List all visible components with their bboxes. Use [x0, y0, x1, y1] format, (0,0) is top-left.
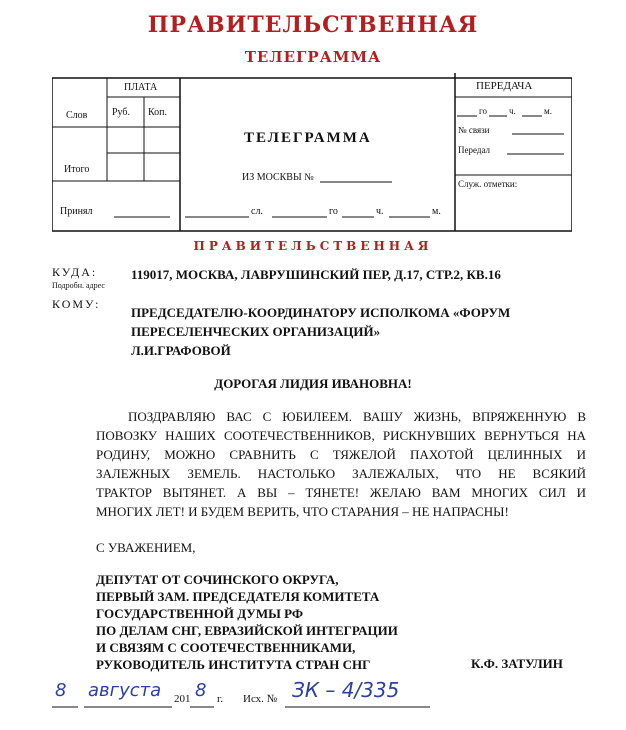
kuda-label: КУДА:: [52, 265, 98, 279]
peredal-label: Передал: [458, 145, 491, 155]
signer-name: К.Ф. ЗАТУЛИН: [471, 656, 563, 671]
kop-label: Коп.: [148, 107, 168, 118]
document-subtitle: ТЕЛЕГРАММА: [244, 48, 382, 66]
signature-line: РУКОВОДИТЕЛЬ ИНСТИТУТА СТРАН СНГ: [96, 657, 371, 672]
kuda-value: 119017, МОСКВА, ЛАВРУШИНСКИЙ ПЕР, Д.17, СТР.2, КВ.16: [131, 267, 501, 282]
prinyal-label: Принял: [60, 206, 93, 217]
salutation: ДОРОГАЯ ЛИДИЯ ИВАНОВНА!: [214, 376, 412, 391]
peredacha-ch-label: ч.: [509, 106, 516, 116]
handwritten-month: августа: [88, 680, 162, 701]
telegram-form: [52, 73, 572, 233]
komu-line: ПРЕДСЕДАТЕЛЮ-КООРДИНАТОРУ ИСПОЛКОМА «ФОРУМ: [131, 305, 511, 320]
body-line: РОДИНУ, МОЖНО СРАВНИТЬ С ТЯЖЕЛОЙ ПАХОТОЙ ЦЕЛИННЫХ И: [96, 447, 586, 462]
signature-block: [96, 571, 398, 673]
letter-body: [96, 407, 586, 521]
komu-label: КОМУ:: [52, 297, 101, 311]
date-go-label: го: [329, 206, 338, 217]
body-line: ПОЗДРАВЛЯЮ ВАС С ЮБИЛЕЕМ. ВАШУ ЖИЗНЬ, ВПРЯЖЕННУЮ В: [128, 409, 586, 424]
handwritten-number: ЗК – 4/335: [292, 678, 400, 702]
government-band: ПРАВИТЕЛЬСТВЕННАЯ: [193, 239, 433, 253]
slov-label: Слов: [66, 110, 88, 121]
sluzh-label: Служ. отметки:: [458, 179, 518, 189]
outgoing-number-label: Исх. №: [243, 693, 278, 705]
date-sl-label: сл.: [251, 206, 263, 217]
peredacha-label: ПЕРЕДАЧА: [476, 80, 533, 92]
closing: С УВАЖЕНИЕМ,: [96, 540, 196, 555]
year-suffix: г.: [217, 693, 224, 705]
form-grid-lines: [52, 73, 572, 233]
iz-moskvy-label: ИЗ МОСКВЫ №: [242, 172, 314, 183]
kuda-sublabel: Подробн. адрес: [52, 281, 105, 290]
body-line: ТРАКТОР ВЫТЯНЕТ. А ВЫ – ТЯНЕТЕ! ЖЕЛАЮ ВАМ МНОГИХ СИЛ И: [96, 485, 586, 500]
form-telegram-title: ТЕЛЕГРАММА: [244, 130, 372, 146]
document-title: ПРАВИТЕЛЬСТВЕННАЯ: [147, 12, 479, 38]
itogo-label: Итого: [64, 164, 90, 175]
body-line: ПОВОЗКУ НАШИХ СООТЕЧЕСТВЕННИКОВ, РИСКНУВШИХ ВЕРНУТЬСЯ НА: [96, 428, 586, 443]
year-prefix: 201: [174, 693, 191, 705]
komu-line: ПЕРЕСЕЛЕНЧЕСКИХ ОРГАНИЗАЦИЙ»: [131, 324, 381, 339]
body-line: МНОГИХ ЛЕТ! И БУДЕМ ВЕРИТЬ, ЧТО СТАРАНИЯ – НЕ НАПРАСНЫ!: [96, 504, 509, 519]
body-line: ЗАЛЕЖНЫХ ЗЕМЕЛЬ. НАСТОЛЬКО ЗАЛЕЖАЛЫХ, ЧТО НЕ ВСЯКИЙ: [96, 466, 586, 481]
handwritten-day: 8: [55, 680, 67, 701]
rub-label: Руб.: [112, 107, 131, 118]
signature-line: ПЕРВЫЙ ЗАМ. ПРЕДСЕДАТЕЛЯ КОМИТЕТА: [96, 589, 380, 604]
peredacha-m-label: м.: [544, 106, 552, 116]
komu-line: Л.И.ГРАФОВОЙ: [131, 343, 231, 358]
handwritten-year: 8: [195, 680, 207, 701]
footer: [0, 676, 626, 730]
signature-line: ГОСУДАРСТВЕННОЙ ДУМЫ РФ: [96, 606, 304, 621]
date-m-label: м.: [432, 206, 441, 217]
komu-value: [131, 303, 510, 360]
signature-line: ПО ДЕЛАМ СНГ, ЕВРАЗИЙСКОЙ ИНТЕГРАЦИИ: [96, 623, 398, 638]
no-svyazi-label: № связи: [458, 125, 490, 135]
signature-line: И СВЯЗЯМ С СООТЕЧЕСТВЕННИКАМИ,: [96, 640, 356, 655]
peredacha-go-label: го: [479, 106, 487, 116]
date-ch-label: ч.: [376, 206, 384, 217]
plata-label: ПЛАТА: [124, 82, 158, 93]
signature-line: ДЕПУТАТ ОТ СОЧИНСКОГО ОКРУГА,: [96, 572, 339, 587]
